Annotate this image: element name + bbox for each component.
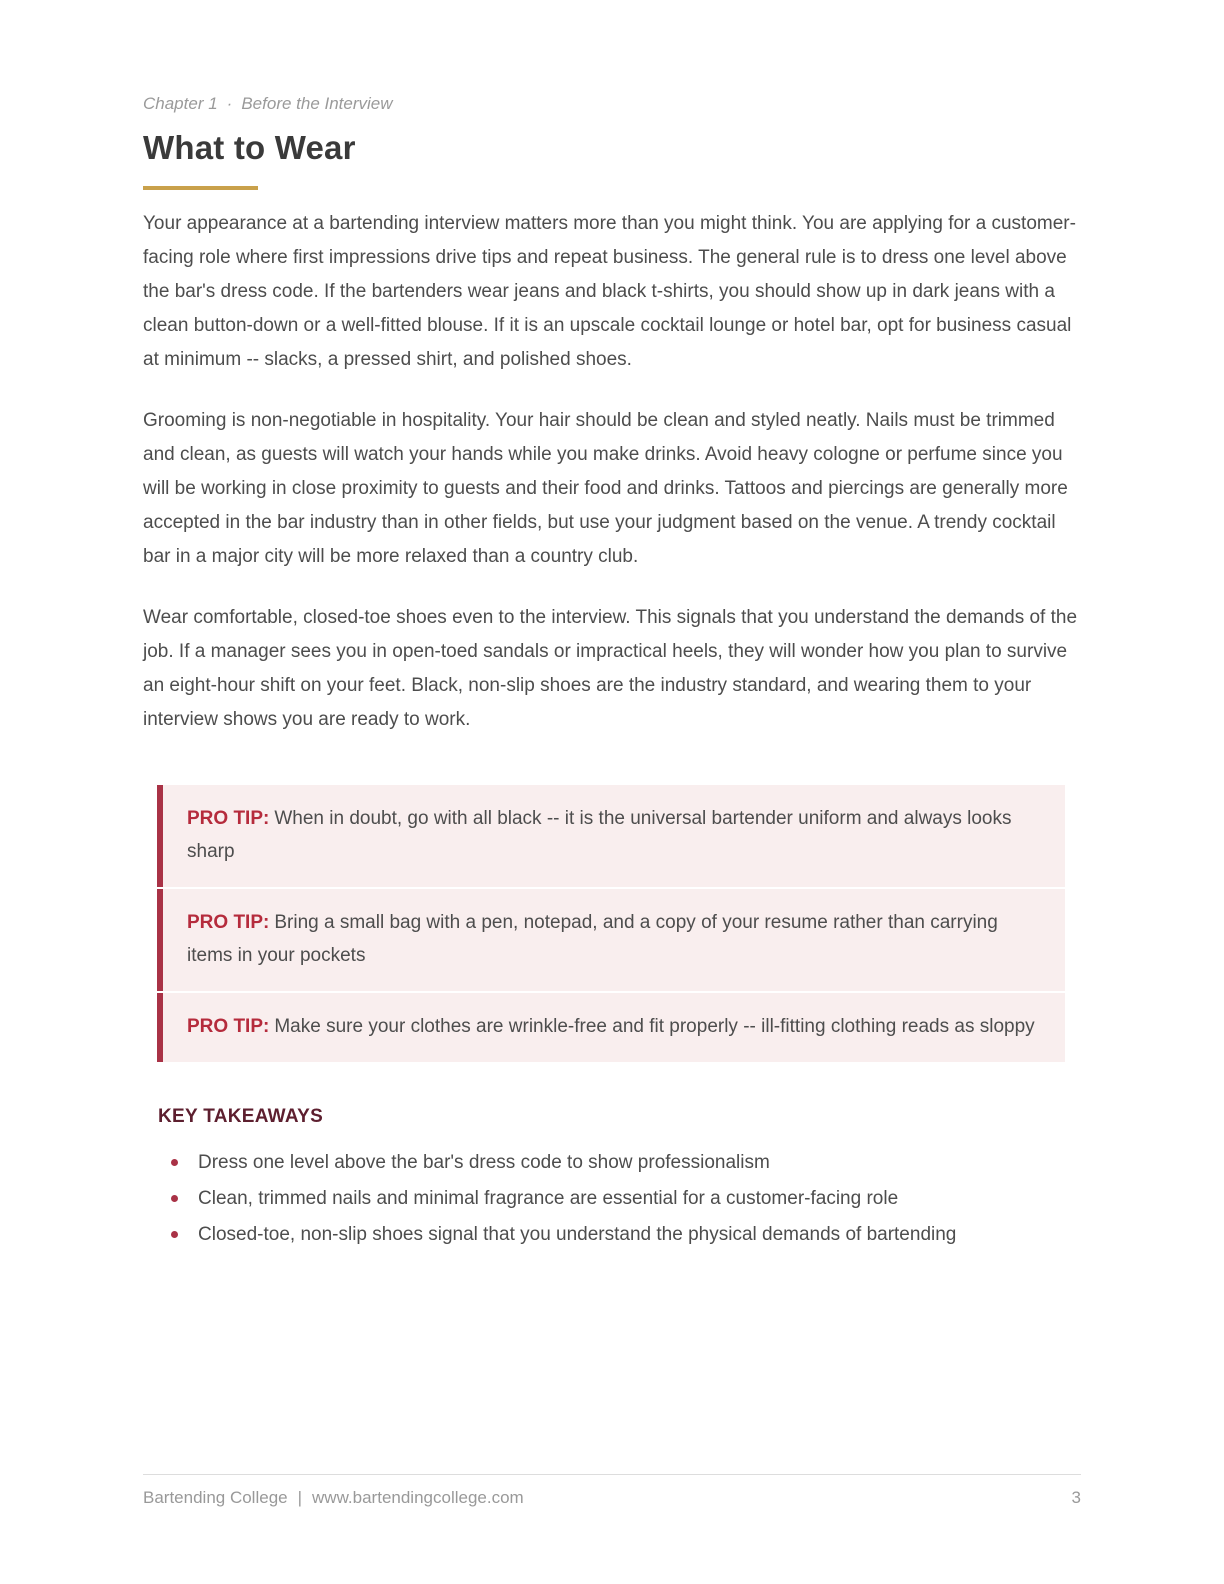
pro-tip-box — [157, 993, 1065, 1062]
key-takeaways-list — [158, 1145, 1081, 1253]
paragraph: Your appearance at a bartending interview matters more than you might think. You are applying for a customer-facing role where first impressions drive tips and repeat business. The general rule is to dress one level above the bar's dress code. If the bartenders wear jeans and black t-shirts, you should show up in dark jeans with a clean button-down or a well-fitted blouse. If it is an upscale cocktail lounge or hotel bar, opt for business casual at minimum -- slacks, a pressed shirt, and polished shoes. — [143, 213, 1076, 370]
breadcrumb — [143, 94, 1081, 114]
article-body — [143, 207, 1081, 737]
bullet-icon — [171, 1195, 178, 1202]
pro-tips-section — [157, 785, 1065, 1062]
pro-tip-box — [157, 889, 1065, 991]
key-takeaways-section — [158, 1106, 1081, 1253]
takeaway-text: Clean, trimmed nails and minimal fragrance are essential for a customer-facing role — [198, 1188, 899, 1209]
breadcrumb-separator: · — [226, 94, 233, 113]
takeaway-text: Dress one level above the bar's dress code to show professionalism — [198, 1152, 770, 1173]
paragraph: Wear comfortable, closed-toe shoes even to the interview. This signals that you understand the demands of the job. If a manager sees you in open-toed sandals or impractical heels, they will wonder how you plan to survive an eight-hour shift on your feet. Black, non-slip shoes are the industry standard, and wearing them to your interview shows you are ready to work. — [143, 607, 1078, 730]
pro-tip-text: Bring a small bag with a pen, notepad, and a copy of your resume rather than carrying items in your pockets — [187, 912, 998, 966]
pro-tip-text: Make sure your clothes are wrinkle-free and fit properly -- ill-fitting clothing reads as sloppy — [274, 1016, 1035, 1037]
list-item — [158, 1217, 1081, 1253]
footer-separator: | — [297, 1488, 303, 1507]
list-item — [158, 1145, 1081, 1181]
list-item — [158, 1181, 1081, 1217]
pro-tip-label: PRO TIP: — [187, 808, 270, 829]
footer-brand: Bartending College — [143, 1488, 288, 1507]
bullet-icon — [171, 1231, 178, 1238]
paragraph: Grooming is non-negotiable in hospitality. Your hair should be clean and styled neatly. Nails must be trimmed and clean, as guests will watch your hands while you make drinks. Avoid heavy cologne or perfume since you will be working in close proximity to guests and their food and drinks. Tattoos and piercings are generally more accepted in the bar industry than in other fields, but use your judgment based on the venue. A trendy cocktail bar in a major city will be more relaxed than a country club. — [143, 410, 1068, 567]
pro-tip-text: When in doubt, go with all black -- it is the universal bartender uniform and always looks sharp — [187, 808, 1012, 862]
page-footer — [143, 1474, 1081, 1508]
title-accent-rule — [143, 186, 258, 190]
page-title: What to Wear — [143, 129, 356, 166]
pro-tip-label: PRO TIP: — [187, 912, 270, 933]
pro-tip-label: PRO TIP: — [187, 1016, 270, 1037]
key-takeaways-heading: KEY TAKEAWAYS — [158, 1106, 324, 1127]
footer-left — [143, 1488, 524, 1508]
takeaway-text: Closed-toe, non-slip shoes signal that you understand the physical demands of bartending — [198, 1224, 957, 1245]
footer-url: www.bartendingcollege.com — [312, 1488, 524, 1507]
chapter-number: Chapter 1 — [143, 94, 218, 113]
pro-tip-box — [157, 785, 1065, 887]
page-number: 3 — [1071, 1488, 1081, 1507]
chapter-title: Before the Interview — [241, 94, 393, 113]
bullet-icon — [171, 1159, 178, 1166]
